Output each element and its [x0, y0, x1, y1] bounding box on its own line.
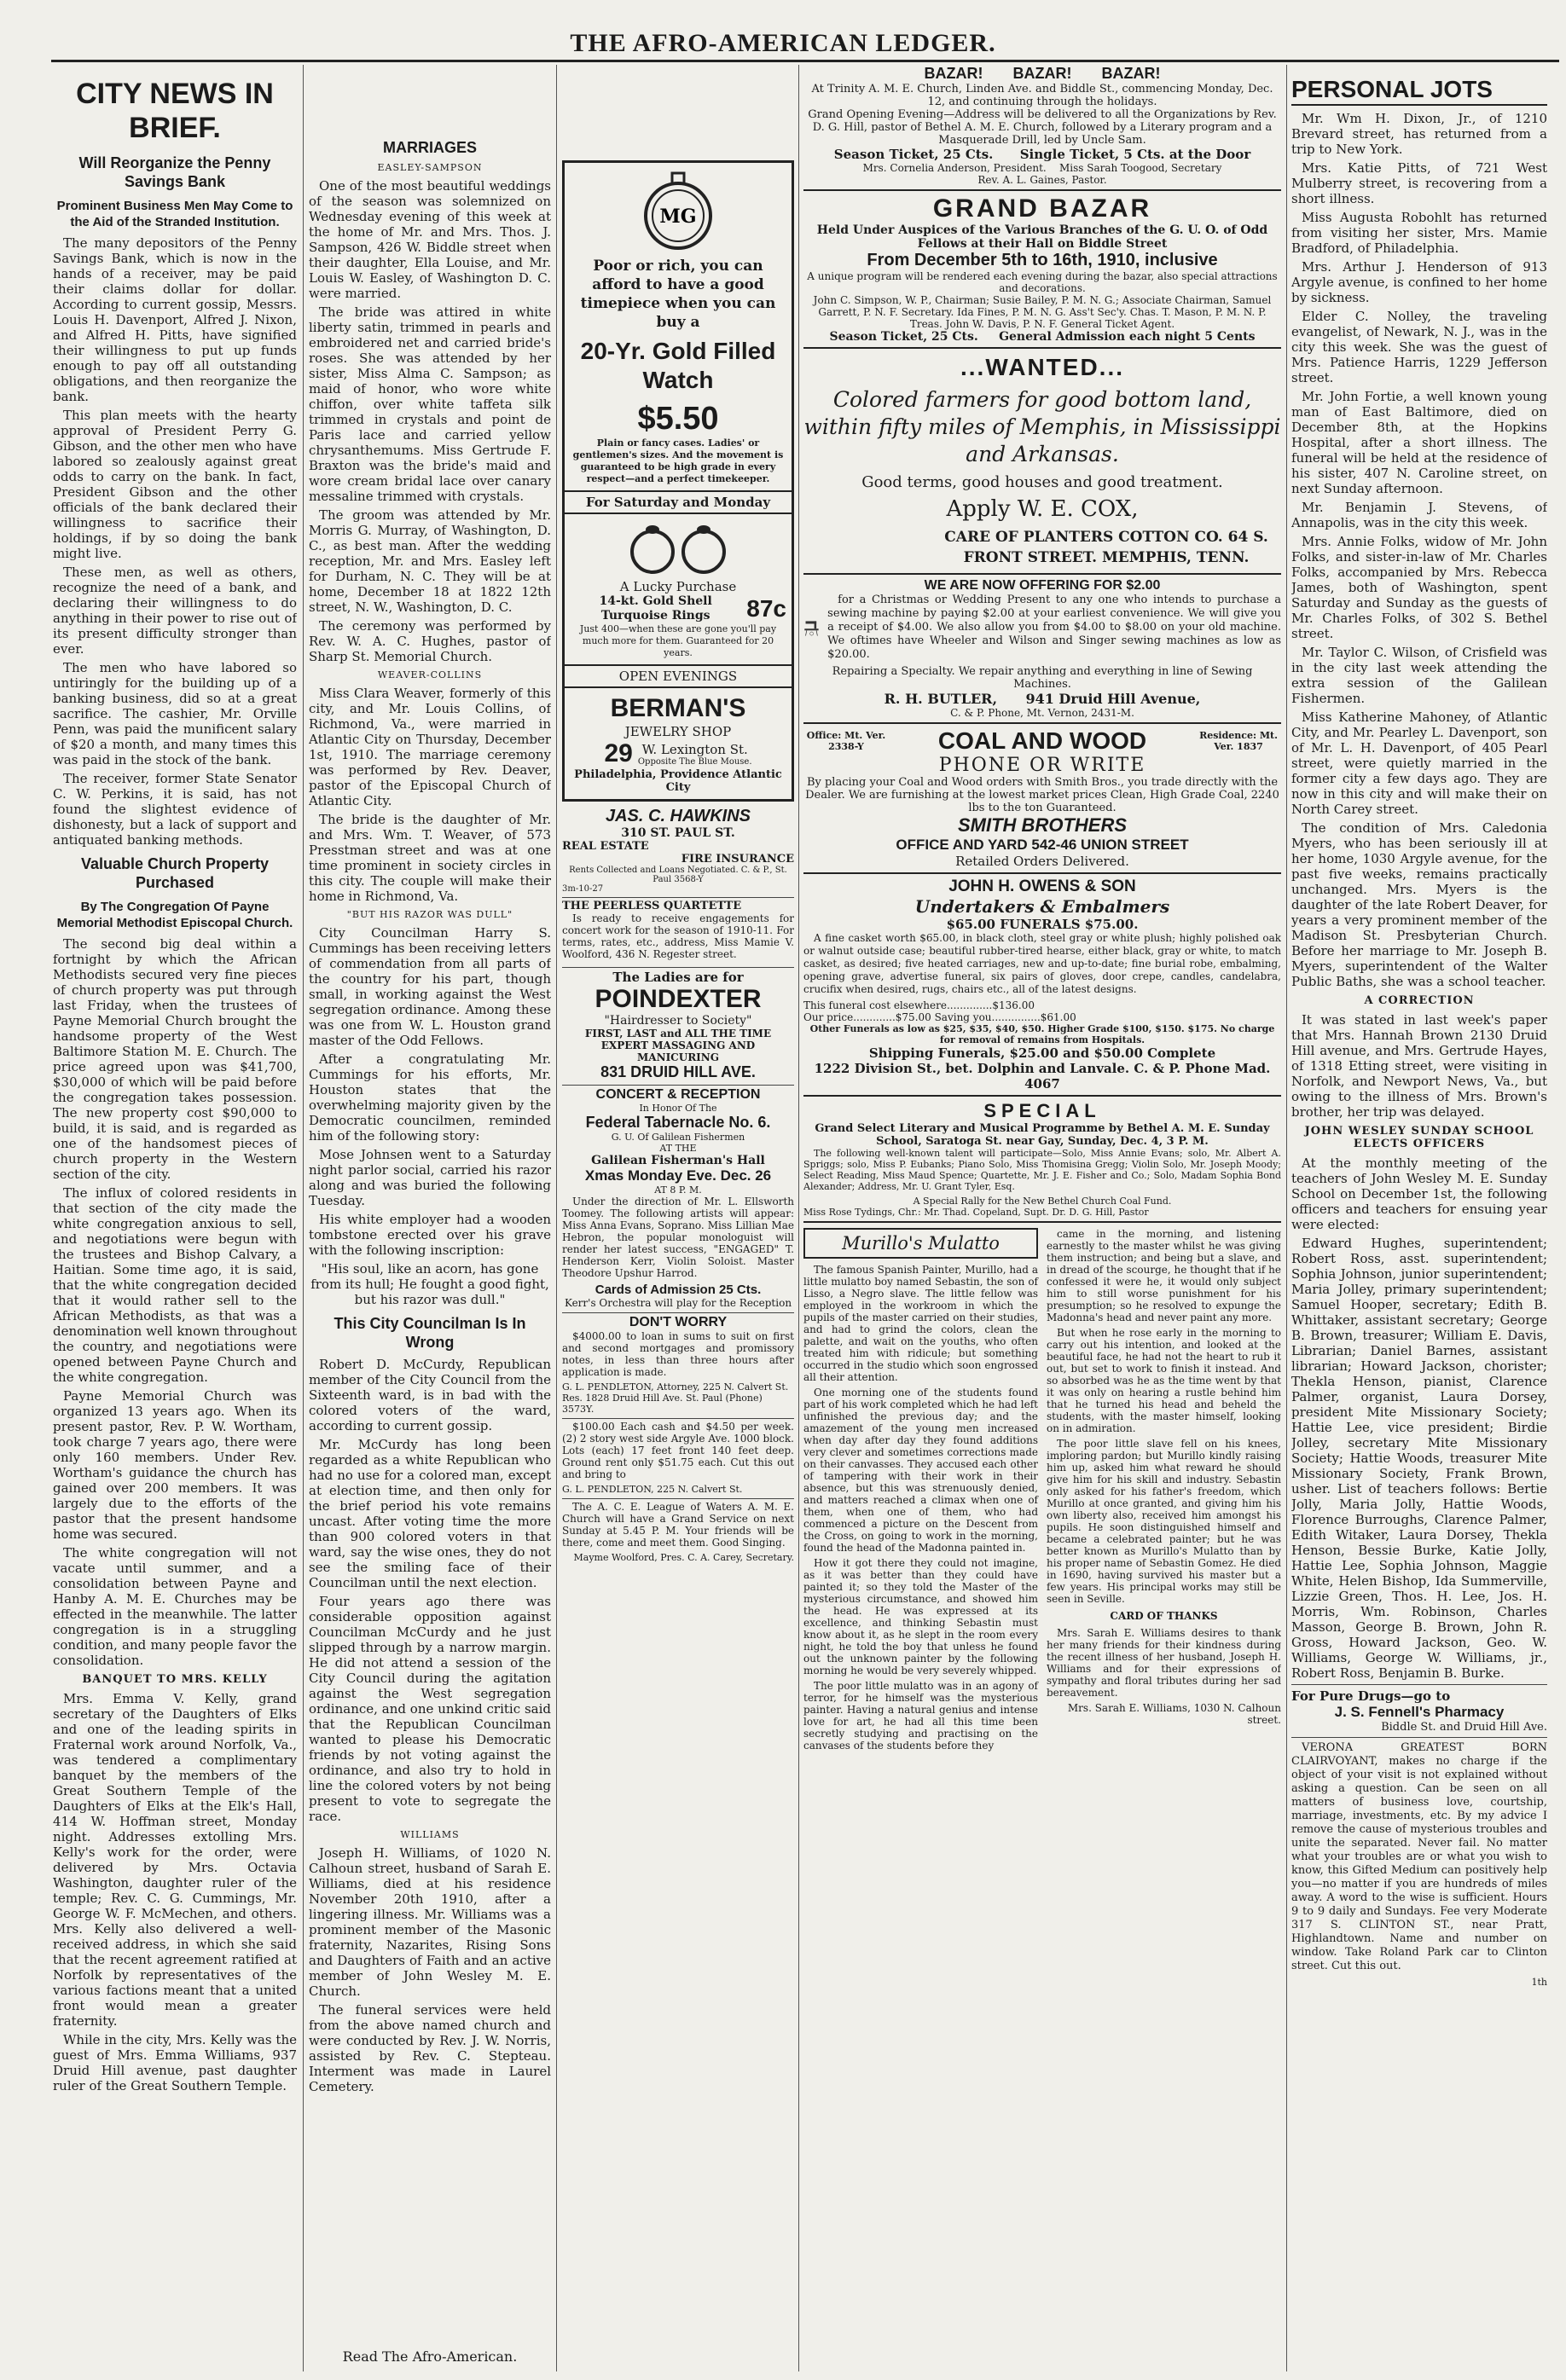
ad-grand-bazar: [803, 191, 1281, 349]
article-paragraph: The famous Spanish Painter, Murillo, had a little mulatto boy named Sebastin, the son of Lisso, a Negro slave. The little fellow was employed in the workroom in which the pupils of the master carried on their studies, and had to grind the colors, clean the palette, and wait on the youths, who often treated him with ridicule; but something occurred in the studio which soon engrossed all their attention.: [803, 1264, 1038, 1383]
ad-heading: COAL AND WOOD: [937, 727, 1147, 754]
article-paragraph: The second big deal within a fortnight by which the African Methodists secured very fine pieces of church property was put through last Friday, when the trustees of Payne Memorial Church brought the handsome property of the West Baltimore Station M. E. Church. The price agreed upon was $41,700, $30,000 of which will be paid before the congregation takes possession. The new property cost $90,000 to build, it is said, and is regarded as one of the handsomest pieces of church property in the Western section of the city.: [53, 936, 297, 1182]
ad-clairvoyant: [1291, 1737, 1547, 1988]
ad-text: Apply W. E. COX,: [946, 496, 1139, 522]
ad-text: 310 ST. PAUL ST.: [621, 826, 735, 840]
ad-text: Opposite The Blue Mouse.: [637, 756, 752, 767]
ad-text: In Honor Of The: [639, 1103, 717, 1114]
ad-text: Mrs. Cornelia Anderson, President. Miss Sarah Toogood, Secretary: [862, 162, 1222, 174]
ad-heading: J. S. Fennell's Pharmacy: [1334, 1704, 1505, 1720]
ad-heading: POINDEXTER: [594, 985, 762, 1013]
ad-text: Biddle St. and Druid Hill Ave.: [1381, 1721, 1547, 1734]
pocket-watch-icon: [631, 168, 725, 253]
ad-text: Shipping Funerals, $25.00 and $50.00 Complete: [868, 1045, 1216, 1061]
ad-concert: [562, 1086, 794, 1313]
article-headline: Will Reorganize the Penny Savings Bank: [78, 154, 271, 190]
ad-address-number: 29: [604, 739, 633, 767]
article-paragraph: One morning one of the students found part of his work completed which he had left unfinished the previous day; and the amazement of the young men increased when day after day they found additions very clever and sometimes corrections made on their canvasses. They accused each other of tampering with their work in their absence, but this was strenuously denied, and matters reached a climax when one of them, when one of them, who had commenced a picture on the Descent from the Cross, on going to work in the morning, found the head of the Madonna painted in.: [803, 1387, 1038, 1554]
ad-league: [562, 1499, 794, 1566]
ad-heading: SPECIAL: [983, 1100, 1101, 1121]
ad-text: JEWELRY SHOP: [624, 724, 732, 739]
ad-text: OFFICE AND YARD 542-46 UNION STREET: [896, 837, 1189, 853]
ad-text: A Special Rally for the New Bethel Church Coal Fund.: [913, 1196, 1172, 1207]
article-paragraph: came in the morning, and listening earnestly to the master whilst he was giving them instruction; and being but a slave, and in dread of the scourge, he thought that if he confessed it were he, it would only subject him to still worse punishment for his presumption; so he resolved to expunge the Madonna's head and never paint any more.: [1047, 1228, 1281, 1323]
article-headline: Murillo's Mulatto: [803, 1228, 1038, 1259]
article-paragraph: It was stated in last week's paper that Mrs. Hannah Brown 2130 Druid Hill avenue, and Mrs. Gertrude Hayes, of 1318 Etting street, were visiting in Norfolk, and Newport News, Va., but owing to the illness of Mrs. Brown's brother, her trip was delayed.: [1291, 1012, 1547, 1120]
ad-heading: PHONE OR WRITE: [938, 755, 1146, 776]
ad-text: Grand Opening Evening—Address will be delivered to all the Organizations by Rev. D. G. Hill, pastor of Bethel A. M. E. Church, followed by a Literary program and a Masquerade Drill, led by Uncle Sam.: [808, 108, 1277, 147]
ad-text: $65.00 FUNERALS $75.00.: [946, 917, 1139, 932]
ad-text: "Hairdresser to Society": [604, 1014, 752, 1028]
ad-text: G. U. Of Galilean Fishermen: [611, 1132, 745, 1143]
article-deck: Prominent Business Men May Come to the Aid of the Stranded Institution.: [56, 199, 293, 229]
masthead-title: THE AFRO-AMERICAN LEDGER.: [570, 29, 996, 57]
ad-text: G. L. PENDLETON, 225 N. Calvert St.: [562, 1484, 743, 1495]
article-paragraph: The white congregation will not vacate until summer, and a consolidation between Payne and Hanby A. M. E. Churches may be effected in the meanwhile. The latter congregation is in a struggling condition, and many people favor the consolidation.: [53, 1545, 297, 1668]
ring-icon: [614, 519, 742, 576]
ad-text: By placing your Coal and Wood orders with Smith Bros., you trade directly with the Dealer. We are furnishing at the lowest market prices Clean, High Grade Coal, 2240 lbs to the ton Guaranteed.: [805, 776, 1279, 814]
ad-heading: DON'T WORRY: [629, 1315, 728, 1329]
article-paragraph: The bride was attired in white liberty satin, trimmed in pearls and embroidered net and carried bride's roses. She was attended by her sister, Miss Alma C. Sampson; as maid of honor, who wore white chiffon, over white taffeta silk trimmed in crystals and point de Paris lace and carried yellow chrysanthemums. Miss Gertrude F. Braxton was the bride's maid and wore cream bridal lace over canary messaline trimmed with crystals.: [309, 304, 551, 504]
article-paragraph: The ceremony was performed by Rev. W. A. C. Hughes, pastor of Sharp St. Memorial Church.: [309, 618, 551, 664]
column-city-news: [53, 65, 297, 2373]
article-signature: Mrs. Sarah E. Williams, 1030 N. Calhoun street.: [1067, 1702, 1281, 1726]
section-headline: CITY NEWS IN BRIEF.: [76, 78, 274, 144]
article-paragraph: Mrs. Katie Pitts, of 721 West Mulberry street, is recovering from a short illness.: [1291, 160, 1547, 206]
ad-text: Galilean Fisherman's Hall: [591, 1154, 765, 1167]
article-paragraph: The men who have labored so untiringly for the building up of a banking business, did so at a great sacrifice. The cashier, Mr. Orville Penn, was paid the munificent salary of $20 a month, and many times this was paid in the stock of the bank.: [53, 660, 297, 767]
article-paragraph: Joseph H. Williams, of 1020 N. Calhoun street, husband of Sarah E. Williams, died at his residence November 20th 1910, after a lingering illness. Mr. Williams was a prominent member of the Masonic fraternity, Nazarites, Rising Sons and Daughters of Faith and an active member of John Wesley M. E. Church.: [309, 1845, 551, 1999]
article-paragraph: The influx of colored residents in that section of the city made the white congregation anxious to sell, and negotiations were begun with the trustees and Bishop Calvary, a Haitian. Some time ago, it is said, that the white congregation decided that it would rather sell to the African Methodists, as that was a denomination well known throughout the country, and negotiations were opened between Payne Church and the white congregation.: [53, 1185, 297, 1385]
ad-text: Is ready to receive engagements for concert work for the season of 1910-11. For terms, rates, etc., address, Miss Mamie V. Woolford, 436 N. Regester street.: [562, 912, 794, 960]
article-paragraph: Elder C. Nolley, the traveling evangelist, of Newark, N. J., was in the city this week. She was the guest of Mrs. Patience Harris, 1229 Jefferson street.: [1291, 309, 1547, 385]
ad-heading: Undertakers & Embalmers: [914, 896, 1170, 917]
ad-bermans: [562, 160, 794, 802]
ad-loans: [562, 1313, 794, 1419]
ad-text: For Pure Drugs—go to: [1291, 1688, 1451, 1704]
article-tag: WEAVER-COLLINS: [377, 669, 483, 680]
article-paragraph: Mose Johnsen went to a Saturday night parlor social, carried his razor along and was buried the following Tuesday.: [309, 1147, 551, 1208]
ad-text: Repairing a Specialty. We repair anything and everything in line of Sewing Machines.: [832, 665, 1253, 691]
article-paragraph: The many depositors of the Penny Savings Bank, which is now in the hands of a receiver, may be paid their claims dollar for dollar. According to current gossip, Messrs. Louis H. Davenport, Alfred J. Nixon, and Alfred H. Pitts, have signified their willingness to put up funds enough to pay off all outstanding obligations, and then reorganize the bank.: [53, 235, 297, 404]
ad-heading: THE PEERLESS QUARTETTE: [562, 900, 742, 912]
ad-text: REAL ESTATE: [562, 840, 649, 853]
ad-text: AT THE: [659, 1143, 697, 1154]
article-paragraph: Mr. Wm H. Dixon, Jr., of 1210 Brevard street, has returned from a trip to New York.: [1291, 111, 1547, 157]
article-paragraph: Mr. McCurdy has long been regarded as a white Republican who had no use for a colored man, except at election time, and then only for the brief period his vote remains uncast. After voting time the more than 900 colored voters in that ward, say the wise ones, they do not see the smiling face of their Councilman until the next election.: [309, 1437, 551, 1590]
ad-text: R. H. BUTLER, 941 Druid Hill Avenue,: [884, 691, 1201, 707]
article-paragraph: His white employer had a wooden tombstone erected over his grave with the following inscription:: [309, 1212, 551, 1258]
column-marriages: [309, 65, 551, 2373]
masthead-rule: [51, 60, 1559, 62]
ad-heading: JAS. C. HAWKINS: [605, 807, 751, 825]
ad-text: Mayme Woolford, Pres. C. A. Carey, Secretary.: [573, 1552, 794, 1563]
article-paragraph: The groom was attended by Mr. Morris G. Murray, of Washington, D. C., as best man. After the wedding reception, Mr. and Mrs. Easley left for Durham, N. C. They will be at home, December 18 at 1822 12th street, N. W., Washington, D. C.: [309, 507, 551, 615]
article-paragraph: Miss Clara Weaver, formerly of this city, and Mr. Louis Collins, of Richmond, Va., were married in Atlantic City on Thursday, December 1st, 1910. The marriage ceremony was performed by Rev. Deaver, pastor of the Episcopal Church of Atlantic City.: [309, 686, 551, 808]
article-paragraph: City Councilman Harry S. Cummings has been receiving letters of commendation from all parts of the country for his part, though small, in working against the West segregation ordinance. Among these was one from W. L. Houston grand master of the Odd Fellows.: [309, 925, 551, 1048]
ad-trinity-bazar: [803, 65, 1281, 191]
article-verse: "His soul, like an acorn, has gone from its hull; He fought a good fight, but his razor was dull.": [310, 1261, 549, 1307]
ad-text: Season Ticket, 25 Cts. Single Ticket, 5 Cts. at the Door: [833, 147, 1251, 162]
ad-store-name: BERMAN'S: [610, 694, 746, 722]
article-headline: Valuable Church Property Purchased: [80, 855, 270, 891]
ad-text: A unique program will be rendered each evening during the bazar, also special attractions and decorations.: [807, 270, 1278, 294]
column-rule: [556, 65, 557, 2371]
sewing-machine-icon: [803, 594, 821, 662]
article-headline: BANQUET TO MRS. KELLY: [82, 1673, 268, 1686]
ad-text: 1th: [1531, 1977, 1547, 1988]
ad-text: Res. 1828 Druid Hill Ave. St. Paul (Phone) 3573Y.: [562, 1393, 763, 1415]
ad-text: This funeral cost elsewhere..............$136.00: [803, 999, 1035, 1011]
ad-text: 1222 Division St., bet. Dolphin and Lanvale. C. & P. Phone Mad. 4067: [814, 1061, 1271, 1092]
article-paragraph: One of the most beautiful weddings of the season was solemnized on Wednesday evening of this week at the home of Mr. and Mrs. Thos. J. Sampson, 426 W. Biddle street when their daughter, Ella Louise, and Mr. Louis W. Easley, of Washington D. C. were married.: [309, 178, 551, 301]
ad-heading: Xmas Monday Eve. Dec. 26: [584, 1167, 772, 1184]
ad-text: A Lucky Purchase: [619, 579, 737, 594]
ad-text: Kerr's Orchestra will play for the Reception: [564, 1297, 792, 1309]
ad-text: Season Ticket, 25 Cts. General Admission each night 5 Cents: [829, 330, 1256, 344]
ad-text: Cards of Admission 25 Cts.: [594, 1283, 762, 1297]
ad-undertakers: [803, 874, 1281, 1097]
article-murillo: [803, 1223, 1281, 1755]
ad-text: FIRST, LAST and ALL THE TIME EXPERT MASSAGING AND MANICURING: [584, 1028, 772, 1063]
ad-text: Held Under Auspices of the Various Branches of the G. U. O. of Odd Fellows at their Hall on Biddle Street: [816, 223, 1268, 251]
article-headline: This City Councilman Is In Wrong: [334, 1315, 526, 1351]
article-headline: A CORRECTION: [1364, 994, 1475, 1007]
article-paragraph: After a congratulating Mr. Cummings for his efforts, Mr. Houston states that the overwhelming majority given by the Democratic councilmen, reminded him of the following story:: [309, 1051, 551, 1144]
section-headline: PERSONAL JOTS: [1291, 75, 1547, 106]
article-paragraph: Edward Hughes, superintendent; Robert Ross, asst. superintendent; Sophia Johnson, junior superintendent; Maria Jolley, primary superintendent; Samuel Hooper, secretary; Edith B. Whittaker, assistant secretary; George B. Brown, treasurer; William E. Davis, Librarian; Daniel Barnes, assistant librarian; Howard Jackson, chorister; Thekla Henson, pianist, Clarence Palmer, organist, Laura Dorsey, president Mite Missionary Society; Hattie Lee, vice president; Birdie Jolley, secretary Mite Missionary Society; Hattie Woods, treasurer Mite Missionary Society, Frank Brown, usher. List of teachers follows: Bertie Jolly, Maria Jolly, Hattie Woods, Florence Burroughs, Clarence Palmer, Edith Witaker, Laura Dorsey, Thekla Henson, Bessie Burke, Katie Jolly, Hattie Lee, Sophia Johnson, Maggie White, Helen Bishop, Ida Summerville, Lizzie Green, Thos. H. Lee, Jos. H. Morris, Wm. Robinson, Charles Masson, George B. Brown, John R. Gross, Howard Jackson, Geo. W. Williams, George W. Williams, jr., Robert Ross, Benjamin B. Burke.: [1291, 1236, 1547, 1681]
ad-text: Philadelphia, Providence Atlantic City: [574, 768, 782, 794]
ad-text: Office: Mt. Ver. 2338-Y: [806, 730, 886, 752]
ad-text: CARE OF PLANTERS COTTON CO. 64 S. FRONT STREET. MEMPHIS, TENN.: [944, 529, 1268, 566]
ad-text: Rev. A. L. Gaines, Pastor.: [977, 174, 1107, 186]
article-paragraph: Robert D. McCurdy, Republican member of the City Council from the Sixteenth ward, is in bad with the colored voters of the ward, according to current gossip.: [309, 1357, 551, 1433]
ad-property: [562, 1419, 794, 1499]
ad-text: The following well-known talent will participate—Solo, Miss Annie Evans; solo, Mr. Albert A. Spriggs; solo, Miss P. Eubanks; Piano Solo, Miss Thomisina Gregg; Violin Solo, Mr. Joseph Moody; Select Reading, Miss Maud Spence; Quartette, Mr. J. E. Fisher and Co.; Solo, Madam Sophia Bond Alexander; Address, Mr. U. Grant Tyler, Esq.: [803, 1148, 1281, 1192]
article-paragraph: Mr. Taylor C. Wilson, of Crisfield was in the city last week attending the extra session of the Galilean Fishermen.: [1291, 645, 1547, 706]
ad-text: 14-kt. Gold Shell Turquoise Rings: [599, 594, 712, 623]
column-wide-ads: [803, 65, 1281, 2373]
article-paragraph: The poor little slave fell on his knees, imploring pardon; but Murillo kindly raising him up, asked him what reward he should give him for his skill and industry. Sebastin only asked for his father's freedom, which Murillo at once granted, and giving him his own liberty also, received him amongst his pupils. He soon distinguished himself and became a celebrated painter; but he was better known as Murillo's Mulatto than by his proper name of Sebastin Gomez. He died in 1690, having survived his master but a few years. His principal works may still be seen in Seville.: [1047, 1438, 1281, 1605]
ad-subheading: OPEN EVENINGS: [565, 664, 792, 688]
article-paragraph: This plan meets with the hearty approval of President Perry G. Gibson, and the other men who have labored so zealously against great odds to carry on the bank. In fact, President Gibson and the other officials of the bank declared their willingness to sacrifice their holdings, if by so doing the bank might live.: [53, 408, 297, 561]
ad-text: C. & P. Phone, Mt. Vernon, 2431-M.: [950, 707, 1134, 719]
article-paragraph: But when he rose early in the morning to carry out his intention, and looked at the beautiful face, he had not the heart to rub it out, but set to work to finish it instead. And so absorbed was he as the time went by that it was only on hearing a rustle behind him that he turned his head and beheld the students, with the master himself, looking on in admiration.: [1047, 1327, 1281, 1434]
ad-text: The A. C. E. League of Waters A. M. E. Church will have a Grand Service on next Sunday at 5.45 P. M. Your friends will be there, come and meet them. Good Singing.: [562, 1501, 794, 1549]
ad-text: Grand Select Literary and Musical Programme by Bethel A. M. E. Sunday School, Saratoga St. near Gay, Sunday, Dec. 4, 3 P. M.: [815, 1122, 1270, 1148]
article-paragraph: Mr. John Fortie, a well known young man of East Baltimore, died on December 8th, at the Hopkins Hospital, after a short illness. The funeral will be held at the residence of his sister, 407 N. Caroline street, on next Sunday afternoon.: [1291, 389, 1547, 496]
article-paragraph: The receiver, former State Senator C. W. Perkins, it is said, has not found the slightest evidence of dishonesty, but a lack of support and antiquated banking methods.: [53, 771, 297, 848]
ad-poindexter: [562, 968, 794, 1086]
ad-text: Under the direction of Mr. L. Ellsworth Toomey. The following artists will appear: Miss Anna Evans, Soprano. Miss Lillian Mae Hebron, the popular monologuist will render her latest success, "ENGAGED" T. Henderson Kerr, Violin Soloist. Master Theodore Upshur Harrod.: [562, 1196, 794, 1279]
column-personal-jots: [1291, 65, 1547, 2373]
ad-pharmacy: [1291, 1684, 1547, 1734]
ad-price: 87c: [746, 595, 786, 622]
ad-text: for a Christmas or Wedding Present to any one who intends to purchase a sewing machine by paying $2.00 at your earliest convenience. We will give you a receipt of $4.00. We also allow you from $4.00 to $8.00 on your old machine. We oftimes have Wheeler and Wilson and Singer sewing machines as low as $20.00.: [827, 594, 1281, 661]
article-paragraph: These men, as well as others, recognize the need of a bank, and declaring their willingness to do anything in their power to rise out of its present difficulty stronger than ever.: [53, 565, 297, 657]
column-rule: [1286, 65, 1287, 2371]
ad-subheading: For Saturday and Monday: [565, 490, 792, 514]
ad-text: Miss Rose Tydings, Chr.: Mr. Thad. Copeland, Supt. Dr. D. G. Hill, Pastor: [803, 1207, 1149, 1218]
column-advertisements: [562, 65, 794, 2373]
article-paragraph: The funeral services were held from the above named church and were conducted by Rev. J. W. Norris, assisted by Rev. C. Stepteau. Interment was made in Laurel Cemetery.: [309, 2002, 551, 2094]
article-paragraph: The bride is the daughter of Mr. and Mrs. Wm. T. Weaver, of 573 Presstman street and was at one time prominent in society circles in this city. The couple will make their home in Richmond, Va.: [309, 812, 551, 904]
article-paragraph: Payne Memorial Church was organized 13 years ago. When its present pastor, Rev. P. W. Wortham, took charge 7 years ago, there were only 160 members. Under Rev. Wortham's guidance the church has gained over 200 members. It was largely due to the efforts of the pastor that the present handsome home was secured.: [53, 1388, 297, 1542]
ad-text: Our price.............$75.00 Saving you...............$61.00: [803, 1011, 1076, 1023]
ad-text: John C. Simpson, W. P., Chairman; Susie Bailey, P. M. N. G.; Associate Chairman, Samuel Garrett, P. N. F. Secretary. Ida Fines, P. M. N. G. Ass't Sec'y. Chas. T. Mason, P. M. N. P. Treas. John W. Davis, P. N. F. General Ticket Agent.: [813, 294, 1272, 330]
article-paragraph: The poor little mulatto was in an agony of terror, for he himself was the mysterious painter. Having a natural genius and intense love for art, he had all this time been secretly studying and practising on the canvases of the students before they: [803, 1680, 1038, 1752]
ad-text: $4000.00 to loan in sums to suit on first and second mortgages and promissory notes, in less than three hours after application is made.: [562, 1330, 794, 1378]
ad-heading: Federal Tabernacle No. 6.: [585, 1114, 771, 1131]
article-paragraph: Mrs. Arthur J. Henderson of 913 Argyle avenue, is confined to her home by sickness.: [1291, 259, 1547, 305]
ad-text: Poor or rich, you can afford to have a good timepiece when you can buy a: [580, 258, 776, 331]
article-paragraph: While in the city, Mrs. Kelly was the guest of Mrs. Emma Williams, 937 Druid Hill avenue, past daughter ruler of the Great Southern Temple.: [53, 2032, 297, 2093]
article-deck: By The Congregation Of Payne Memorial Methodist Episcopal Church.: [56, 900, 293, 930]
article-paragraph: Mrs. Annie Folks, widow of Mr. John Folks, and sister-in-law of Mr. Charles Folks, accompanied by Mrs. Rebecca James, both of Washington, spent Saturday and Sunday as the guests of Mr. Charles Folks, of 302 S. Bethel street.: [1291, 534, 1547, 641]
ad-text: FIRE INSURANCE: [681, 853, 794, 866]
column-rule: [303, 65, 304, 2371]
ad-text: 3m-10-27: [562, 884, 604, 894]
ad-heading: 20-Yr. Gold Filled Watch: [580, 338, 776, 393]
ad-text: W. Lexington St.: [641, 741, 748, 757]
ad-text: Colored farmers for good bottom land, within fifty miles of Memphis, in Mississippi and Arkansas.: [803, 387, 1281, 466]
article-tag: "BUT HIS RAZOR WAS DULL": [346, 909, 513, 920]
article-paragraph: Miss Augusta Robohlt has returned from visiting her sister, Mrs. Mamie Bradford, of Philadelphia.: [1291, 210, 1547, 256]
ad-text: Just 400—when these are gone you'll pay much more for them. Guaranteed for 20 years.: [579, 623, 777, 658]
ad-text: Good terms, good houses and good treatment.: [861, 473, 1223, 491]
ad-text: VERONA GREATEST BORN CLAIRVOYANT, makes no charge if the object of your visit is not explained without asking a question. Can be seen on all matters of business love, courtship, marriage, investments, etc. By my advice I remove the cause of mysterious troubles and unite the separated. Never fail. No matter what your troubles are or what you wish to know, this Gifted Medium can positively help you—no matter if you are hundreds of miles away. A word to the wise is sufficient. Hours 9 to 9 daily and Sundays. Fee very Moderate 317 S. CLINTON ST., near Pratt, Highlandtown. Name and number on window. Take Roland Park car to Clinton street. Cut this out.: [1291, 1741, 1547, 1972]
article-paragraph: The condition of Mrs. Caledonia Myers, who has been seriously ill at her home, 1030 Argyle avenue, for the past five weeks, remains practically unchanged. Mrs. Myers is the daughter of the late Robert Deaver, for years a very prominent member of the Madison St. Presbyterian Church. Before her marriage to Mr. Joseph B. Myers, superintendent of the Walter Public Baths, she was a school teacher.: [1291, 820, 1547, 989]
article-tag: EASLEY-SAMPSON: [377, 162, 483, 173]
ad-heading: SMITH BROTHERS: [958, 814, 1127, 836]
ad-price: $5.50: [637, 401, 719, 437]
ad-text: Rents Collected and Loans Negotiated. C. & P., St. Paul 3568-Y: [569, 866, 787, 884]
article-paragraph: How it got there they could not imagine, as it was better than they could have painted it; so they told the Master of the mysterious circumstance, and showed him the head. He was expressed at its excellence, and thinking Sebastin must know about it, as he slept in the room every night, he told the boy that unless he found out the unknown painter by the following morning he would be very severely whipped.: [803, 1557, 1038, 1676]
article-paragraph: Mrs. Sarah E. Williams desires to thank her many friends for their kindness during the recent illness of her husband, Joseph H. Williams and for their expressions of sympathy and floral tributes during her sad bereavement.: [1047, 1627, 1281, 1699]
article-headline: JOHN WESLEY SUNDAY SCHOOL ELECTS OFFICERS: [1304, 1125, 1534, 1150]
ad-text: Plain or fancy cases. Ladies' or gentlemen's sizes. And the movement is guaranteed to be high grade in every respect—and a perfect timekeeper.: [572, 437, 784, 484]
ad-heading: WE ARE NOW OFFERING FOR $2.00: [924, 578, 1161, 593]
ad-hawkins: [562, 805, 794, 898]
ad-text: G. L. PENDLETON, Attorney, 225 N. Calvert St.: [562, 1381, 789, 1393]
ad-heading: From December 5th to 16th, 1910, inclusive: [867, 251, 1218, 269]
ad-text: The Ladies are for: [612, 970, 744, 985]
ad-text: Other Funerals as low as $25, $35, $40, $50. Higher Grade $100, $150. $175. No charge for removal of remains from Hospitals.: [809, 1023, 1275, 1045]
article-paragraph: Miss Katherine Mahoney, of Atlantic City, and Mr. Pearley L. Davenport, son of Mr. L. H. Davenport, of 405 Pearl street, were quietly married in the former city a few days ago. They are now in this city and will make their on North Carey street.: [1291, 709, 1547, 817]
article-paragraph: Mrs. Emma V. Kelly, grand secretary of the Daughters of Elks and one of the leading spirits in Fraternal work around Norfolk, Va., was tendered a complimentary banquet by the members of the Great Southern Temple of the Daughters of Elks at the Elk's Hall, 414 W. Hoffman street, Monday night. Addresses extolling Mrs. Kelly's work for the order, were delivered by Mrs. Octavia Washington, daughter ruler of the temple; Rev. C. G. Cummings, Mr. George W. F. McMechen, and others. Mrs. Kelly also delivered a well-received address, in which she said that the recent agreement ratified at Norfolk by representatives of the various factions meant that a united front would mean a greater fraternity.: [53, 1691, 297, 2029]
ad-quartette: [562, 898, 794, 968]
ad-text: Retailed Orders Delivered.: [955, 854, 1129, 869]
ad-text: AT 8 P. M.: [654, 1184, 702, 1196]
ad-heading: CONCERT & RECEPTION: [595, 1087, 761, 1102]
article-headline: CARD OF THANKS: [1110, 1610, 1218, 1622]
ad-text: $100.00 Each cash and $4.50 per week. (2) 2 story west side Argyle Ave. 1000 block. Lots (each) 17 feet front 140 feet deep. Ground rent only $51.75 each. Cut this out and bring to: [562, 1421, 794, 1480]
ad-text: A fine casket worth $65.00, in black cloth, steel gray or white plush; highly polished oak or walnut outside case; beautiful rubber-tired hearse, either black, gray or white, to match casket, as desired; five heated carriages, new and up-to-date; fine burial robe, embalming, opening grave, advertise funeral, six pairs of gloves, door crepe, candles, candelabra, crucifix when desired, rugs, chairs etc., all of the latest designs.: [803, 932, 1281, 995]
footer-text: Read The Afro-American.: [342, 2348, 518, 2365]
ad-wanted: [803, 349, 1281, 575]
ad-text: At Trinity A. M. E. Church, Linden Ave. and Biddle St., commencing Monday, Dec. 12, and continuing through the holidays.: [811, 83, 1273, 108]
column-rule: [798, 65, 799, 2371]
ad-coal: [803, 724, 1281, 874]
article-paragraph: Four years ago there was considerable opposition against Councilman McCurdy and he just slipped through by a narrow margin. He did not attend a session of the City Council during the agitation against the West segregation ordinance, and one unkind critic said that the Republican Councilman wanted to please his Democratic friends by not voting against the ordinance, and also try to hold in line the colored voters by not being present to vote to segregate the race.: [309, 1594, 551, 1824]
ad-special: [803, 1097, 1281, 1223]
ad-heading: ...WANTED...: [960, 354, 1124, 380]
ad-text: Residence: Mt. Ver. 1837: [1199, 730, 1278, 752]
ad-heading: GRAND BAZAR: [932, 194, 1152, 223]
ad-heading: JOHN H. OWENS & SON: [948, 877, 1136, 895]
article-tag: WILLIAMS: [400, 1829, 460, 1840]
ad-heading: BAZAR! BAZAR! BAZAR!: [924, 65, 1161, 82]
article-paragraph: Mr. Benjamin J. Stevens, of Annapolis, was in the city this week.: [1291, 500, 1547, 530]
article-paragraph: At the monthly meeting of the teachers of John Wesley M. E. Sunday School on December 1st, the following officers and teachers for ensuing year were elected:: [1291, 1155, 1547, 1232]
svg-text:MG: MG: [659, 206, 697, 228]
ad-text: 831 DRUID HILL AVE.: [600, 1063, 756, 1080]
ad-sewing: [803, 575, 1281, 724]
article-headline: MARRIAGES: [382, 139, 477, 156]
